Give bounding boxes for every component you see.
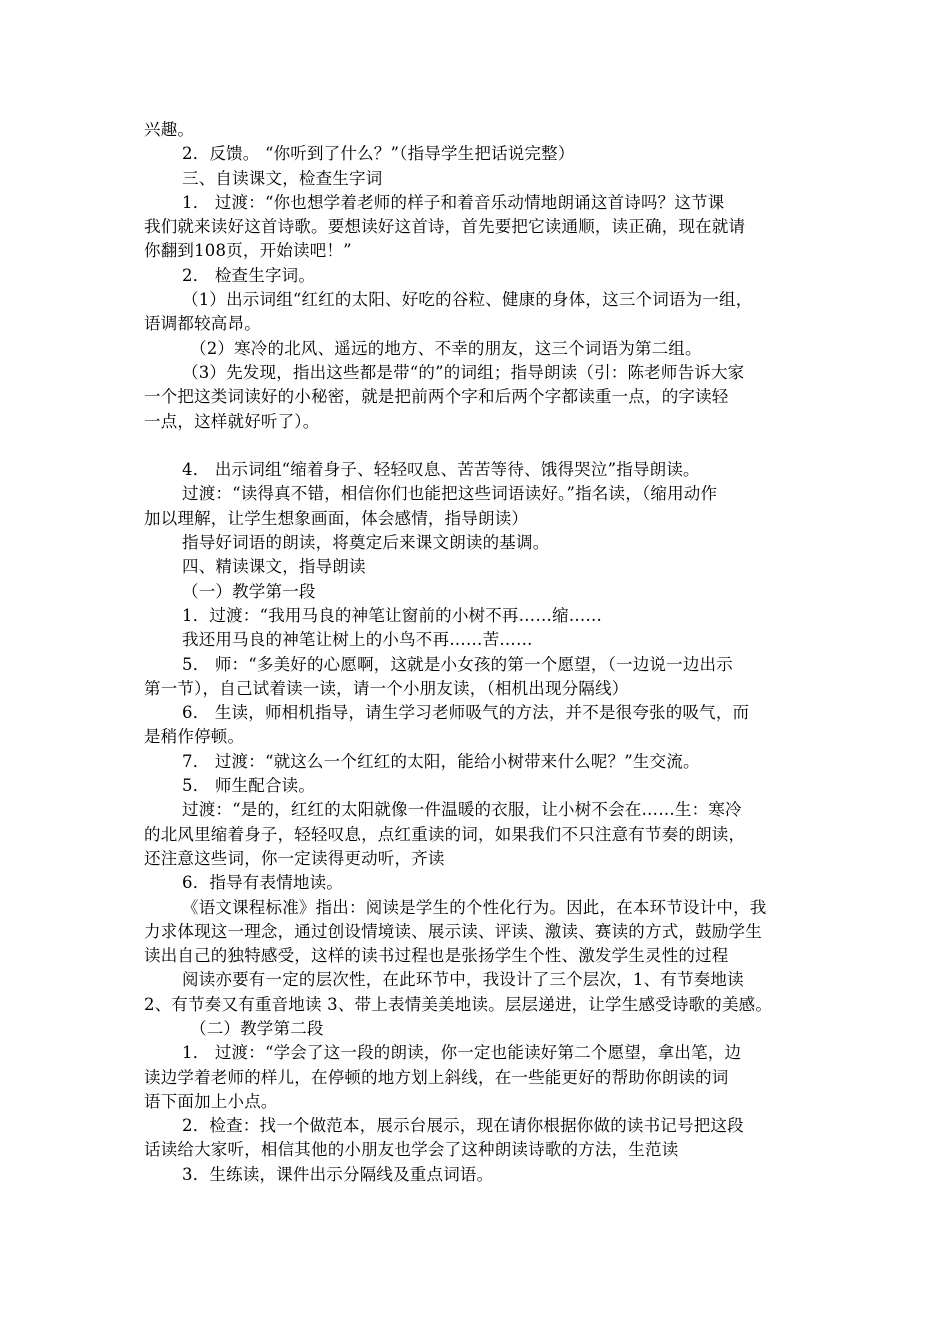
- text-line: 力求体现这一理念，通过创设情境读、展示读、评读、激读、赛读的方式，鼓励学生: [144, 921, 762, 941]
- text-line: 2．反馈。 “你听到了什么？”（指导学生把话说完整）: [182, 144, 575, 164]
- document-page: [144, 118, 820, 1187]
- text-line: 是稍作停顿。: [144, 727, 245, 747]
- text-line: 5． 师：“多美好的心愿啊，这就是小女孩的第一个愿望，（一边说一边出示: [182, 654, 733, 674]
- text-line: 三、自读课文，检查生字词: [182, 168, 383, 188]
- text-line: 1． 过渡：“你也想学着老师的样子和着音乐动情地朗诵这首诗吗？这节课: [182, 192, 725, 212]
- text-line: 5． 师生配合读。: [182, 776, 316, 796]
- text-line: 我还用马良的神笔让树上的小鸟不再……苦……: [182, 630, 533, 650]
- text-line: 7． 过渡：“就这么一个红红的太阳，能给小树带来什么呢？”生交流。: [182, 751, 700, 771]
- text-line: 你翻到108页，开始读吧！”: [144, 241, 352, 261]
- text-line: 兴趣。: [144, 120, 195, 139]
- text-line: 6．指导有表情地读。: [182, 873, 343, 893]
- text-line: 2．检查：找一个做范本，展示台展示，现在请你根据你做的读书记号把这段: [182, 1116, 744, 1136]
- text-line: 话读给大家听，相信其他的小朋友也学会了这种朗读诗歌的方法，生范读: [144, 1140, 679, 1160]
- text-line: 过渡：“读得真不错，相信你们也能把这些词语读好。”指名读，（缩用动作: [182, 484, 718, 504]
- text-line: 3．生练读，课件出示分隔线及重点词语。: [182, 1164, 494, 1184]
- text-line: （1）出示词组“红红的太阳、好吃的谷粒、健康的身体，这三个词语为一组，: [182, 290, 753, 310]
- text-line: 一点，这样就好听了）。: [144, 411, 320, 431]
- text-line: 过渡：“是的，红红的太阳就像一件温暖的衣服，让小树不会在……生：寒冷: [182, 800, 742, 820]
- text-line: 语调都较高昂。: [144, 314, 261, 334]
- text-line: 读出自己的独特感受，这样的读书过程也是张扬学生个性、激发学生灵性的过程: [144, 946, 729, 966]
- text-line: 《语文课程标准》指出：阅读是学生的个性化行为。因此，在本环节设计中，我: [182, 897, 767, 917]
- text-line: 1． 过渡：“学会了这一段的朗读，你一定也能读好第二个愿望，拿出笔，边: [182, 1043, 742, 1063]
- text-line: 指导好词语的朗读，将奠定后来课文朗读的基调。: [182, 533, 550, 553]
- text-line: 2． 检查生字词。: [182, 265, 316, 285]
- blank-line: [144, 434, 820, 458]
- text-line: 第一节），自己试着读一读，请一个小朋友读，（相机出现分隔线）: [144, 678, 629, 698]
- text-line: 的北风里缩着身子，轻轻叹息，点红重读的词，如果我们不只注意有节奏的朗读，: [144, 824, 746, 844]
- text-line: 读边学着老师的样儿，在停顿的地方划上斜线，在一些能更好的帮助你朗读的词: [144, 1067, 729, 1087]
- text-line: （二）教学第二段: [190, 1018, 324, 1038]
- text-line: 我们就来读好这首诗歌。要想读好这首诗，首先要把它读通顺，读正确，现在就请: [144, 217, 746, 237]
- text-line: 4． 出示词组“缩着身子、轻轻叹息、苦苦等待、饿得哭泣”指导朗读。: [182, 460, 700, 480]
- text-line: （2）寒冷的北风、遥远的地方、不幸的朋友，这三个词语为第二组。: [190, 338, 702, 358]
- text-line: 一个把这类词读好的小秘密，就是把前两个字和后两个字都读重一点，的字读轻: [144, 387, 729, 407]
- text-line: 2、有节奏又有重音地读 3、带上表情美美地读。层层递进，让学生感受诗歌的美感。: [144, 994, 773, 1014]
- text-line: （3）先发现，指出这些都是带“的”的词组；指导朗读（引：陈老师告诉大家: [182, 362, 745, 382]
- text-line: 1．过渡：“我用马良的神笔让窗前的小树不再……缩……: [182, 605, 603, 625]
- text-line: （一）教学第一段: [182, 581, 316, 601]
- text-line: 四、精读课文，指导朗读: [182, 557, 366, 577]
- text-line: 阅读亦要有一定的层次性，在此环节中，我设计了三个层次，1、有节奏地读: [182, 970, 744, 990]
- text-line: 语下面加上小点。: [144, 1091, 278, 1111]
- text-line: 6． 生读，师相机指导，请生学习老师吸气的方法，并不是很夸张的吸气，而: [182, 703, 750, 723]
- text-line: 还注意这些词，你一定读得更动听，齐读: [144, 848, 445, 868]
- text-line: 加以理解，让学生想象画面，体会感情，指导朗读）: [144, 508, 529, 528]
